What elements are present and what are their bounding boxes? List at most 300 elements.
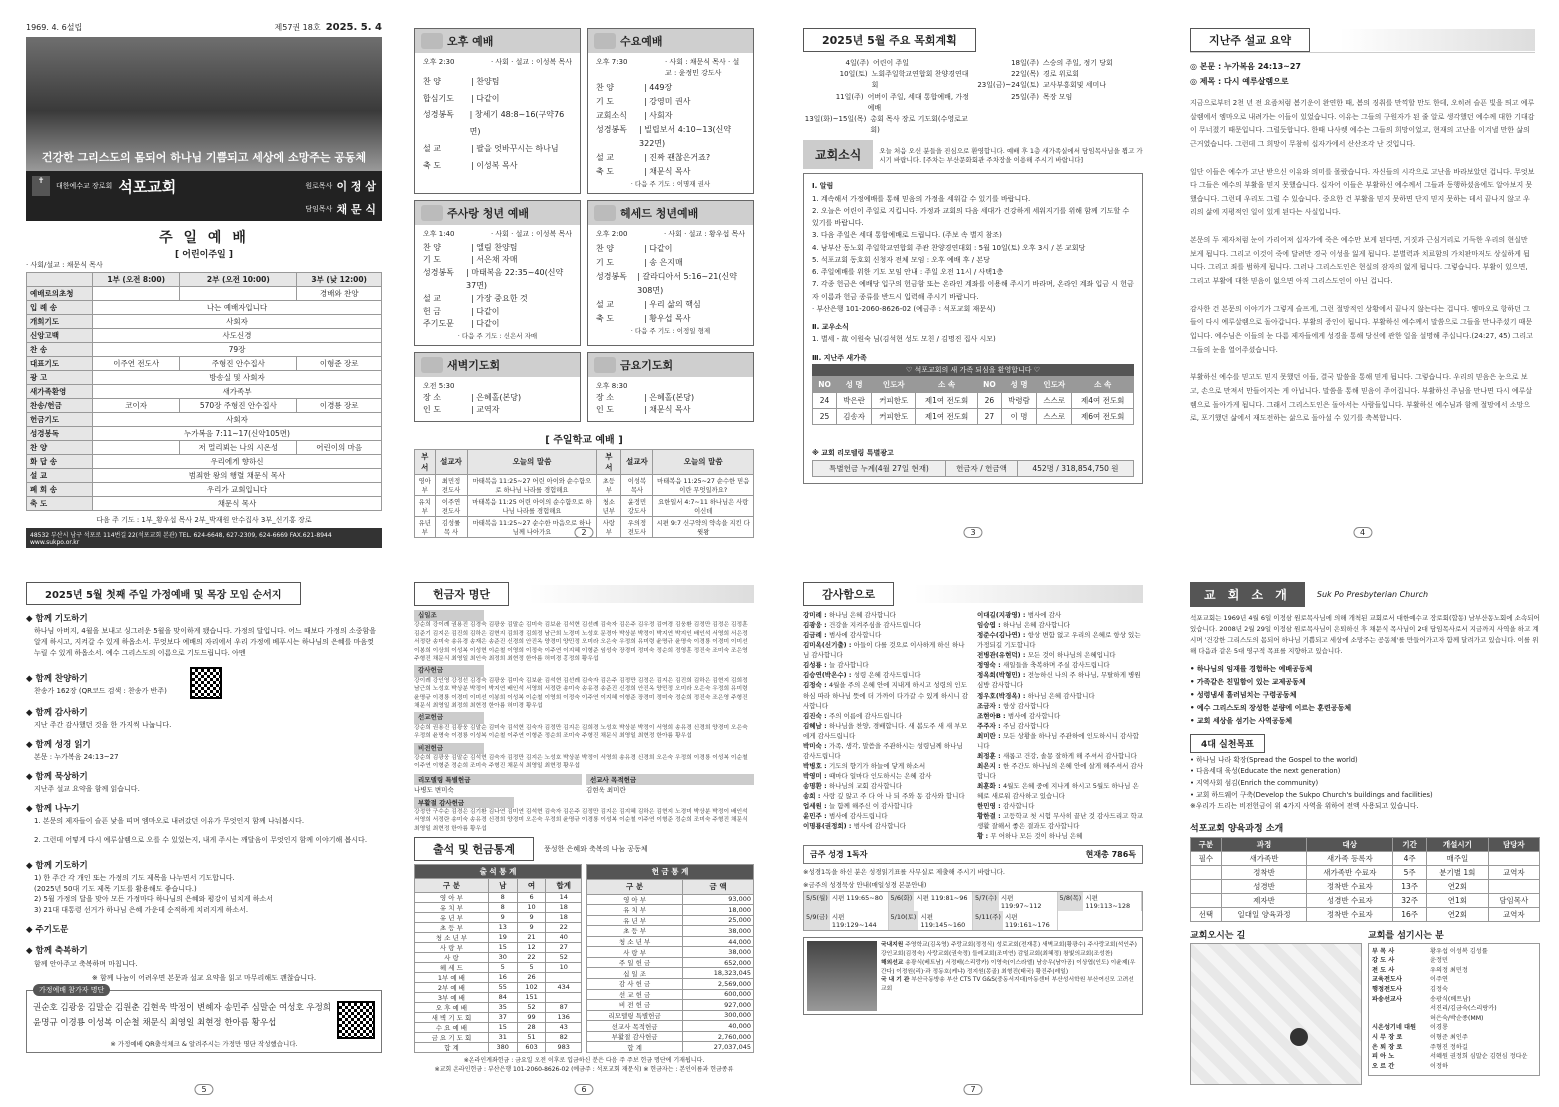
line-key: 기 도 [423,255,441,265]
service-line [423,107,572,141]
thanks-entry [977,801,1143,811]
plan-row [803,69,973,91]
line-value: | 다같이 [471,306,500,316]
newfamily-cell: 커피한도 [872,393,916,409]
notice-heading: Ⅰ. 알림 [812,182,834,191]
thanks-entry [803,781,969,791]
staff-names: 이주연 [1430,976,1448,984]
qr-code-icon[interactable] [190,667,222,699]
s8-head: ◆ 주기도문 [26,925,69,936]
page-1 [26,22,382,546]
attendance-cell: 26 [517,972,546,982]
staff-names: 서진리/김금숙(스리랑카) [1430,1005,1497,1013]
church-goal: • 성령냄새 흘러넘치는 구령공동체 [1190,691,1297,700]
thanks-entry [977,620,1143,630]
school-row [415,474,754,495]
qr-code-icon[interactable] [337,1001,375,1039]
service-item-value [93,441,180,455]
wednesday-next: · 다음 주 기도 : 이명재 권사 [630,179,711,188]
education-header: 담당자 [1488,837,1539,851]
thanks-name: 전병관(유현덕) : [977,651,1028,660]
attendance-cell: 30 [488,952,517,962]
service-item-value: 주형진 안수집사 [180,357,297,371]
education-cell: 분기별 1회 [1427,865,1489,879]
service-item-value: 채문식 목사 [93,497,382,511]
news-note: 오늘 처음 오신 분들을 진심으로 환영합니다. 예배 후 1층 새가족실에서 담임목사님을 뵙고 가시기 바랍니다. [주차는 부산문화회관 주차장을 이용해 주시기 바랍니다] [879,146,1143,164]
school-cell: 마태복음 11:25 어린 아이의 순수함으로 하나님 나라를 경험해요 [467,495,597,516]
s2-head: ◆ 함께 찬양하기 [26,673,88,684]
thanks-name: 송희 : [803,792,823,801]
youth2-title: 헤세드 청년예배 [620,206,699,220]
col-3bu: 3부 (낮 12:00) [297,273,382,287]
line-key: 찬 양 [596,82,614,92]
attendance-cell: 9 [488,912,517,922]
line-key: 장 소 [596,393,614,403]
school-header: 설교자 [435,449,467,474]
offering-stats-label: 사 랑 부 [587,947,683,958]
youth1-service [414,200,581,346]
thanks-name: 김광웅 : [803,621,829,630]
education-header: 기간 [1393,837,1427,851]
offering-stats-amount: 93,000 [683,894,754,905]
attendance-row [415,912,582,922]
thanks-entry [977,781,1143,801]
education-row [1191,865,1540,879]
thanks-entry [803,610,969,620]
newfamily-header: 소 속 [916,377,978,393]
senior-pastor: 채 문 식 [336,203,376,216]
members-item: 1. 별세 - 故 이원숙 님(김석현 성도 모친 / 김명진 집사 시모) [812,335,996,344]
education-cell [1191,865,1222,879]
service-item-value: 어린이의 마음 [297,441,382,455]
education-cell: 매주일 [1427,851,1489,865]
s9-text: 함께 안아주고 축복하며 마칩니다. [34,959,138,968]
senior-label: 담임목사 [305,205,333,213]
attendance-cell: 380 [488,1042,517,1052]
youth2-next: · 다음 주 기도 : 이정일 형제 [630,326,711,335]
s3-head: ◆ 함께 감사하기 [26,707,88,718]
attendance-cell: 136 [546,1012,582,1022]
line-value: | 서은채 자매 [471,255,518,265]
education-row [1191,907,1540,921]
thanks-text: 항상 감사합니다 [1002,701,1049,710]
staff-row [1372,1004,1536,1014]
school-cell: 영아부 [415,474,436,495]
thanks-name: 김미옥(신기출) : [803,641,854,650]
staff-names: 이경룡 [1430,1024,1448,1032]
intro-english: Suk Po Presbyterian Church [1316,590,1429,599]
next-week-prayer: 다음 주 기도 : 1부_황우섭 목사 2부_박재원 안수집사 3부_신기홍 장로 [96,516,312,524]
line-value: | 사회자 [644,110,673,120]
service-line [423,158,572,175]
newfamily-cell: 스스로 [1037,409,1072,425]
attendance-cell: 3부 예 배 [415,992,489,1002]
service-line [596,123,745,151]
offering-title: 헌금자 명단 [414,582,509,606]
staff-names: 황우섭 이성복 김성률 [1430,947,1488,955]
afternoon-time: 오후 2:30 [423,58,455,66]
vision-title: 4대 실천목표 [1190,734,1265,753]
service-item-label: 예배로의초청 [27,287,93,301]
newfamily-row [813,409,1134,425]
offering-stats-label: 합 계 [587,1042,683,1053]
staff-role: 파송선교사 [1372,995,1402,1003]
line-key: 설 교 [423,293,441,303]
line-key: 헌 금 [423,306,441,316]
school-cell: 요한일서 4:7~11 하나님은 사랑이신데 [653,495,754,516]
thanks-name: 최미란 : [977,731,1003,740]
education-cell: 5주 [1393,865,1427,879]
offering-category-label: 비전헌금 [414,743,484,754]
remodel-cell: 특별헌금 누계(4월 27일 현재) [813,460,946,476]
attendance-row [415,892,582,902]
thanks-text: 범사에 감사합니다 [828,631,882,640]
offering-stats-amount: 27,037,045 [683,1042,754,1053]
thanks-entry [803,670,969,680]
attendance-row [415,972,582,982]
education-cell: 제자반 [1221,893,1307,907]
education-cell: 필수 [1191,851,1222,865]
members-heading: Ⅱ. 교우소식 [812,323,849,332]
attendance-cell: 9 [517,912,546,922]
youth2-time: 오후 2:00 [596,229,628,238]
church-map[interactable] [1190,943,1362,1085]
service-item-value: 범죄한 왕의 행렬 채문식 목사 [93,469,382,483]
attendance-cell: 15 [488,1022,517,1032]
service-line [596,404,745,416]
staff-row [1372,985,1536,995]
s2-text: 찬송가 162장 (QR코드 검색 : 찬송가 반주) [34,686,167,695]
line-key: 기 도 [596,257,614,267]
line-key: 성경봉독 [423,268,454,278]
news-title: 교회소식 [803,140,873,169]
service-item-value: 사회자 [93,315,382,329]
reading-cell [973,892,1058,911]
service-line [423,306,572,319]
service-row [27,385,382,399]
line-key: 설 교 [423,144,441,154]
offering-stats-row [587,915,754,926]
thanks-entry [803,741,969,761]
offering-stats-label: 리모델링 특별헌금 [587,1010,683,1021]
reading-text: 시편 119:129~144 [831,913,877,930]
service-row [27,483,382,497]
service-item-value: 새가족부 [93,385,382,399]
attendance-header: 구 분 [415,878,489,892]
staff-role: 행정전도사 [1372,986,1402,994]
remodel-cell: 헌금자 / 헌금액 [945,460,1017,476]
service-sub: [ 어린이주일 ] [175,250,233,260]
afternoon-leader: · 사회 · 설교 : 이성복 목사 [490,58,572,66]
reading-text: 시편 119:65~80 [831,894,884,903]
thanks-text: 항상 변함 없고 우리의 은혜로 항상 있는 가정되길 기도합니다 [977,631,1141,650]
thanks-text: 건강을 지켜주심을 감사드립니다 [828,621,922,630]
attendance-cell: 434 [546,982,582,992]
offering-stats-amount: 44,000 [683,936,754,947]
dawn-time: 오전 5:30 [423,382,455,391]
service-item-value [93,287,180,301]
newfamily-cell: 이 명 [1001,409,1036,425]
plan-event: 어버이 주일, 세대 통합예배, 가정예배 [867,92,969,112]
service-line [596,109,745,123]
attendance-header: 합계 [546,878,582,892]
thanks-entry [803,771,969,781]
emeritus-pastor: 이 정 삼 [336,180,376,193]
afternoon-service [414,28,581,194]
church-goal: • 가족같은 친밀함이 있는 교제공동체 [1190,678,1306,687]
attendance-cell: 151 [517,992,546,1002]
attendance-cell: 31 [488,1032,517,1042]
attendance-cell: 2부 예 배 [415,982,489,992]
attendance-row [415,942,582,952]
staff-row [1372,1043,1536,1053]
thanks-text: 하나님 은혜 감사합니다 [1027,691,1095,700]
wednesday-leader: · 사회 : 채문식 목사 · 설교 : 윤정민 강도사 [665,58,740,77]
attendance-row [415,982,582,992]
attendance-cell: 84 [488,992,517,1002]
thanks-entry [977,721,1143,731]
newfamily-cell: 26 [977,393,1001,409]
reading-text: 시편 119:145~160 [920,913,966,930]
page-number: 2 [574,527,593,538]
attendance-cell: 영 아 부 [415,892,489,902]
reading-cell [889,911,974,930]
sermon-paragraph: 일단 이들은 예수가 고난 받으신 이유와 의미를 몰랐습니다. 자신들의 시각으로 고난을 바라보았던 겁니다. 무엇보다 그들은 예수의 부활을 믿지 못했습니다. 십자어 이들은 부활하신 예수께서 그들과 동행하셨음에도 알아보지 못했습니다. 그런데 우리도 그럴 수 있습니다. 중요한 건 부활을 믿지 못하면 단지 믿지 못하는 데서 끝나지 않고 우리의 삶에 지평적인 일이 있게 된다는 사실입니다. [1190,167,1535,217]
education-header: 과정 [1221,837,1307,851]
staff-row [1372,947,1536,957]
service-line [596,242,745,256]
church-address: 48532 부산시 남구 석포로 114번길 22(석포교회 본관) TEL. 624-6648, 627-2309, 624-6669 FAX.621-8944 www.sukpo.or.kr [26,528,382,548]
attendance-cell: 52 [517,1002,546,1012]
s5-text: 지난주 설교 요약을 함께 읽습니다. [34,784,140,793]
newfamily-header: 성 명 [1001,377,1036,393]
thanks-entry [977,630,1143,650]
attendance-cell: 유 치 부 [415,902,489,912]
school-cell: 사랑부 [597,516,621,537]
attendance-cell: 40 [546,932,582,942]
service-item-value [180,287,297,301]
service-line [596,392,745,404]
staff-names: 서혜원 권정희 심말순 김현심 정다운 [1430,1053,1528,1061]
thanks-text: 4월을 주의 은혜 안에 지내게 하시고 성령의 인도하심 따라 하나님 뜻에 더 가까이 다가갈 수 있게 하시니 감사합니다 [803,681,969,710]
attendance-row [415,1042,582,1052]
service-item-value: 79장 [93,343,382,357]
church-name: 석포교회 [118,177,177,196]
service-row [27,315,382,329]
plan-date: 13일(화)~15일(목) [804,114,867,123]
thanks-name: 최훈화 : [977,782,1003,791]
school-cell: 마태복음 11:25~27 순수한 마음으로 하나님께 나아가요 [467,516,597,537]
service-item-label: 설 교 [27,469,93,483]
offering-category-label: 선교헌금 [414,712,484,723]
line-value: | 교역자 [471,405,500,415]
reading-date: 5/6(화) [889,892,915,911]
school-cell: 마태복음 11:25~27 순수한 믿음이란 무엇일까요? [653,474,754,495]
church-location-icon [1290,1028,1308,1046]
notice-item: 7. 각종 헌금은 예배당 입구의 헌금함 또는 온라인 계좌를 이용해 주시기 바라며, 온라인 계좌 입금 시 헌금자 이름과 헌금 종류를 반드시 입력해 주시기 바랍니다. [812,280,1134,301]
school-header: 오늘의 말씀 [653,449,754,474]
thanks-entry [803,801,969,811]
remodel-table [812,460,1134,477]
church-icon [594,33,616,49]
sermon-paragraph: 부활하신 예수를 믿고도 믿지 못했던 이들, 결국 말씀을 통해 믿게 됩니다. 그렇습니다. 우리의 믿음은 눈으로 보고, 손으로 만져서 만들어지는 게 아닙니다. 말씀을 통해 믿음이 주어집니다. 부활하신 주님을 만나면 다시 예루살렘으로 돌아가게 됩니다. 그래서 그리스도인은 돌아서는 사람들입니다. 부활하신 예수님과 함께 절망에서 소망으로, 포기했던 삶에서 재도전하는 삶으로 돌아설 수 있기를 축복합니다. [1190,373,1533,423]
service-item-value: 누가복음 7:11~17(신약105면) [93,427,382,441]
offering-stats-row [587,1031,754,1042]
attendance-row [415,1032,582,1042]
plan-date: 10일(토) [839,70,868,79]
service-item-label: 성경봉독 [27,427,93,441]
plan-date: 22일(목) [1011,70,1039,79]
mission-names: 김현욱 최미란 [586,785,626,794]
thanks-text: 범사에 감사 [1027,611,1062,619]
staff-row [1372,1052,1536,1062]
staff-role: 시온성기네 대원 [1372,1024,1416,1032]
youth2-service [587,200,754,346]
education-cell: 4주 [1393,851,1427,865]
staff-role: 강 도 사 [1372,957,1395,965]
thanks-text: 범사에 감사합니다 [853,822,907,831]
plan-event: 노회주일학교연합회 찬양경연대회 [871,70,969,90]
service-line [596,298,745,312]
wednesday-service [587,28,754,194]
reading-text: 시편 119:113~128 [1085,894,1131,911]
thanks-name: 최은지 : [977,761,1003,770]
easter-label: 부활절 감사헌금 [414,797,514,808]
attendance-cell: 18 [546,912,582,922]
church-goal: • 교회 세상을 섬기는 사역공동체 [1190,716,1293,725]
education-title: 석포교회 양육과정 소개 [1190,823,1284,834]
page-number: 7 [963,1084,982,1095]
education-cell: 연1회 [1427,893,1489,907]
attendance-cell [546,992,582,1002]
stats-title: 출석 및 헌금통계 [414,837,534,861]
thanks-entry [977,691,1143,701]
attendance-cell: 15 [488,942,517,952]
attendance-cell: 합 계 [415,1042,489,1052]
service-item-value: 우리에게 향하신 [93,455,382,469]
line-value: | 강영미 권사 [644,96,691,106]
attendance-row [415,902,582,912]
newfamily-header: 성 명 [837,377,872,393]
service-item-label: 폐 회 송 [27,483,93,497]
thanks-name: 윤민주 : [803,812,829,821]
prayer-item: 3) 21대 대통령 선거가 하나님 은혜 가운데 순적하게 치러지게 하소서. [34,906,249,915]
thanks-name: 김진숙 : [803,711,829,720]
s5-head: ◆ 함께 묵상하기 [26,771,88,782]
line-value: | 449장 [644,82,673,92]
attendance-cell: 22 [546,922,582,932]
school-header: 설교자 [621,449,653,474]
service-row [27,343,382,357]
attendance-cell: 13 [488,922,517,932]
staff-role: 교육전도사 [1372,976,1402,984]
thanks-name: 김승연(박은수) : [803,671,854,680]
mission-abroad: 송광식(베트남) 서정배(스리랑카) 이영숙(이스라엘) 남승우(남아공) 이상엽(인도) 이윤제(우간다) 이정원(리)·과 정동호(케냐) 정지원(몽골) 최형진(태국) 황진주(레일) [881,959,1136,975]
education-cell: 16주 [1393,907,1427,921]
sermon-title: ◎ 제목 : 다시 예루살렘으로 [1190,77,1289,86]
staff-role: 은 퇴 장 로 [1372,1043,1403,1051]
sermon-paragraph: 감사한 건 본문의 이야기가 그렇게 슬프게, 그런 절망적인 상황에서 끝나지 않는다는 겁니다. 엠마오로 항하던 그들이 다시 예루살렘으로 돌아갑니다. 부활의 증인이 됩니다. 부활하신 예수께서 말씀으로 그들을 만나주셨기 때문입니다. 예수님은 이들의 눈 다름 제자들에게 성경을 통해 당신에 관한 일을 설명해 주십니다.(24:27, 45) 그리고 그들의 눈을 열어주셨습니다. [1190,304,1533,354]
offering-stats-amount: 2,760,000 [683,1031,754,1042]
thanks-entry [803,680,969,710]
education-row [1191,893,1540,907]
thanks-entry [977,701,1143,711]
thanks-name: 황 : [977,832,991,841]
thanks-text: 한 주간도 하나님의 은혜 안에 살게 해주셔서 감사합니다 [977,761,1144,780]
attendance-cell: 16 [488,972,517,982]
offering-stats-amount: 38,000 [683,947,754,958]
offering-stats-amount: 600,000 [683,989,754,1000]
thanks-name: 조금자 : [977,701,1003,710]
plan-row [973,58,1143,69]
plan-event: 경로 위로회 [1043,70,1080,79]
thanks-entry [803,721,969,741]
plan-event: 교사부흥회및 세미나 [1043,81,1107,90]
plan-event: 총회 목사 장로 기도회(수영로교회) [870,114,968,135]
offering-stats-row [587,968,754,979]
reading-cell [889,892,974,911]
school-row [415,495,754,516]
line-value: | 우리 삶의 핵심 [644,299,701,309]
education-cell: 성경반 [1221,879,1307,893]
s1-text: 하나님 아버지, 4월을 보내고 싱그러운 5월을 맞이하게 됐습니다. 가정의 달입니다. 어느 때보다 가정의 소중함을 알게 하시고, 지켜갈 수 있게 하옵소서. 무엇보다 예배의 자리에서 우리 가정에 베푸시는 하나님의 은혜를 마음껏 누릴 수 있게 하옵소서. 예수 그리스도의 이름으로 기도드립니다. 아멘 [34,627,377,657]
service-row [27,287,382,301]
church-goal: • 예수 그리스도의 장성한 분량에 이르는 훈련공동체 [1190,704,1352,712]
offering-category-names: 강순희 권용진 김광웅 김말순 김미숙 김석현 김숙자 김정만 김지은 김희경 노성호 박상분 박정이 서영희 송유경 신경희 양경미 오은숙 우정희 윤명숙 이경룡 이성복 이순철 이주연 이형준 정순희 조미숙 주형진 채문식 최영일 최현정 한아름 황우섭 [414,724,748,740]
thanks-name: 주주자 : [977,721,1003,730]
share-item: 1. 본문의 제자들이 슬픈 낯을 띠며 엠마오로 내려갔던 이유가 무엇인지 함께 나눠봅시다. [34,816,305,825]
bible-icon [421,33,443,49]
offering-stats-header: 금 액 [683,879,754,894]
notice-item: 1. 계속해서 가정예배를 통해 믿음의 가정을 세워갈 수 있기를 바랍니다. [812,194,1031,203]
offering-stats-row [587,1021,754,1032]
line-key: 주기도문 [423,319,454,329]
school-cell: 유년부 [415,516,436,537]
staff-names: 주형진 정하길 [1430,1043,1468,1051]
thanks-text: 고등학교 첫 시험 무사히 끝난 것 감사드리고 학교생활 잘해서 좋은 결과도 감사합니다 [977,812,1144,831]
thanks-name: 한민영 : [977,802,1003,811]
bible-reader-title: 금주 성경 1독자 [810,850,868,860]
staff-names: 윤정민 [1430,957,1448,965]
attendance-cell: 사 랑 [415,952,489,962]
account-note-2: ※교회 온라인헌금 : 부산은행 101-2060-8626-02 (예금주 : 석포교회 재문식) ※ 헌금자는 : 본인이름과 헌금종류 [434,1065,734,1073]
service-line [423,254,572,267]
service-item-value: 코이자 [93,399,180,413]
line-key: 인 도 [596,405,614,415]
service-item-value: 나는 예배자입니다 [93,301,382,315]
page-number: 5 [194,1084,213,1095]
staff-row [1372,1062,1536,1072]
education-cell: 연2회 [1427,907,1489,921]
thanks-text: 주님 감사합니다 [1002,721,1049,730]
attendance-cell: 102 [517,982,546,992]
attendance-cell: 사 랑 부 [415,942,489,952]
offering-stats-header: 구 분 [587,879,683,894]
newfamily-cell: 박령람 [1001,393,1036,409]
thanks-entry [977,650,1143,660]
staff-row [1372,966,1536,976]
offering-stats-amount: 927,000 [683,1000,754,1011]
thanks-text: 아들이 다를 것으로 이사하게 하신 하나님 감사합니다 [803,641,965,660]
thanks-name: 김혜남 : [803,721,829,730]
attendance-cell [546,972,582,982]
attendance-cell: 청 소 년 부 [415,932,489,942]
notice-item: · 부산은행 101-2060-8626-02 (예금주 : 석포교회 재문식) [812,304,996,313]
newfamily-cell: 제4여 전도회 [1072,393,1134,409]
education-cell: 선택 [1191,907,1222,921]
school-header: 오늘의 말씀 [467,449,597,474]
thanks-text: 기도의 향기가 하늘에 닿게 하소서 [828,761,926,770]
